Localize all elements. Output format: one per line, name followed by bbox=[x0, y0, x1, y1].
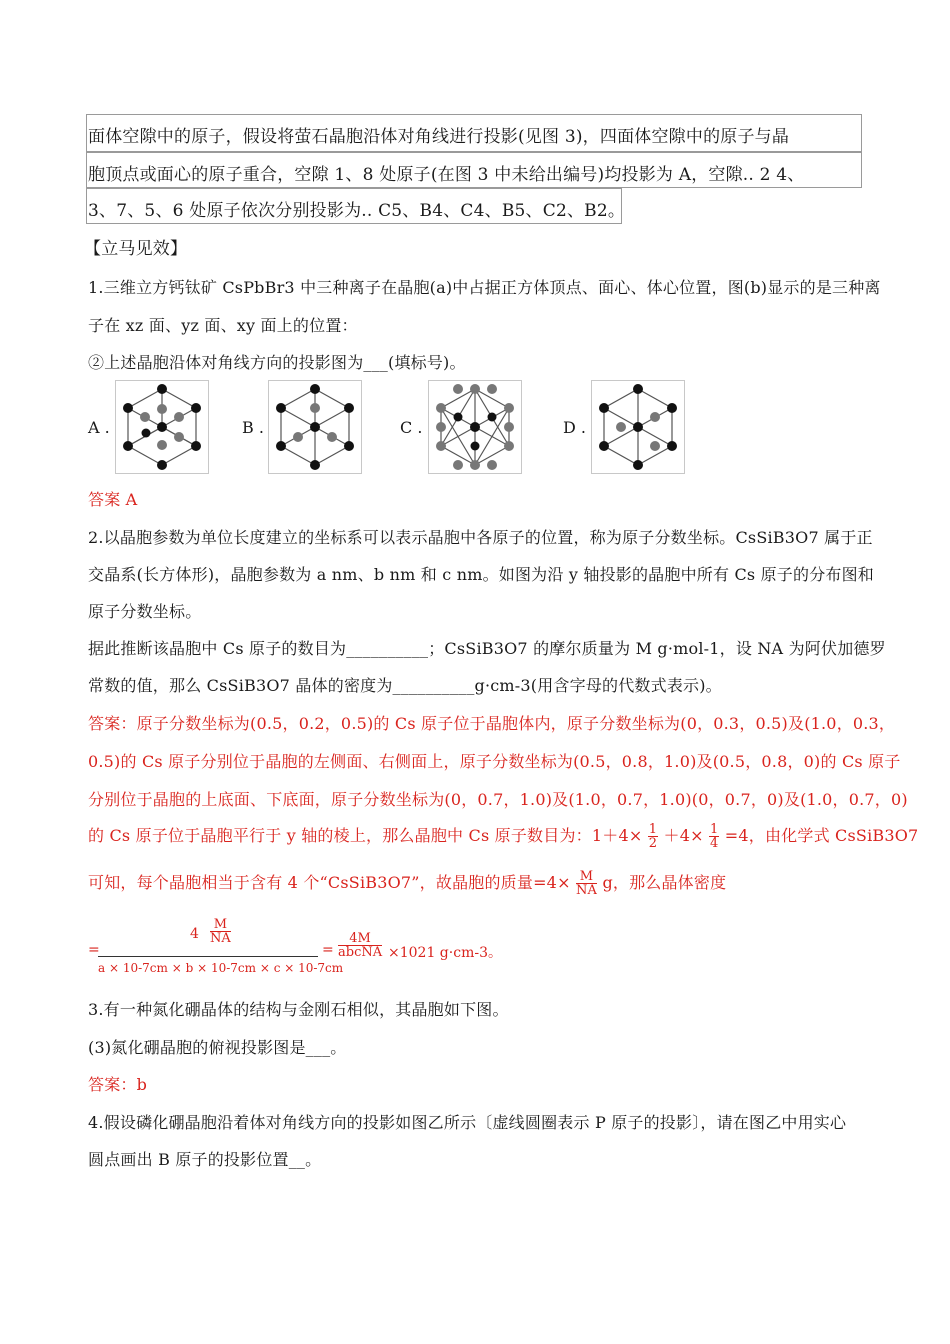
option-c-label: C . bbox=[400, 418, 423, 437]
density-formula bbox=[88, 918, 688, 988]
option-d-figure bbox=[591, 380, 685, 474]
q2-line-5: 常数的值，那么 CsSiB3O7 晶体的密度为__________g·cm-3(用含字母的代数式表示)。 bbox=[88, 676, 722, 695]
q1-line-2: 子在 xz 面、yz 面、xy 面上的位置： bbox=[88, 316, 358, 335]
density-num-row bbox=[98, 918, 318, 957]
density-result-den: abcNA bbox=[338, 945, 383, 960]
q1-line-3: ②上述晶胞沿体对角线方向的投影图为___(填标号)。 bbox=[88, 353, 466, 372]
q2-answer-4-part-c: =4，由化学式 CsSiB3O7 bbox=[724, 826, 919, 845]
q2-line-1: 2.以晶胞参数为单位长度建立的坐标系可以表示晶胞中各原子的位置，称为原子分数坐标。CsSiB3O7 属于正 bbox=[88, 528, 873, 547]
fraction-half-num: 1 bbox=[648, 822, 658, 837]
q2-answer-4 bbox=[88, 823, 918, 850]
density-result-fraction bbox=[338, 932, 382, 959]
q3-line-2: (3)氮化硼晶胞的俯视投影图是___。 bbox=[88, 1038, 347, 1057]
q3-answer: 答案：b bbox=[88, 1075, 148, 1094]
density-tail: ×1021 g·cm-3。 bbox=[388, 945, 502, 961]
fraction-quarter bbox=[709, 823, 719, 850]
q2-answer-3: 分别位于晶胞的上底面、下底面，原子分数坐标为(0，0.7，1.0)及(1.0，0.7，1.0)(0，0.7，0)及(1.0，0.7，0) bbox=[88, 790, 908, 809]
boxed-line-2: 胞顶点或面心的原子重合，空隙 1、8 处原子(在图 3 中未给出编号)均投影为 A，空隙.. 2 4、 bbox=[88, 165, 805, 185]
boxed-line-3: 3、7、5、6 处原子依次分别投影为.. C5、B4、C4、B5、C2、B2。 bbox=[88, 201, 626, 221]
density-result-num: 4M bbox=[338, 932, 382, 946]
section-title: 【立马见效】 bbox=[84, 239, 188, 259]
q2-answer-5-part-a: 可知，每个晶胞相当于含有 4 个“CsSiB3O7”，故晶胞的质量=4× bbox=[88, 873, 571, 892]
density-num: 4 bbox=[190, 926, 199, 942]
density-num-fraction bbox=[210, 918, 231, 945]
fraction-half bbox=[648, 823, 658, 850]
density-eq: = bbox=[88, 942, 100, 958]
q1-answer: 答案 A bbox=[88, 490, 138, 509]
q2-answer-4-part-b: ＋4× bbox=[663, 826, 704, 845]
q1-line-1: 1.三维立方钙钛矿 CsPbBr3 中三种离子在晶胞(a)中占据正方体顶点、面心、体心位置，图(b)显示的是三种离 bbox=[88, 278, 881, 297]
q3-line-1: 3.有一种氮化硼晶体的结构与金刚石相似，其晶胞如下图。 bbox=[88, 1000, 509, 1019]
option-b-figure bbox=[268, 380, 362, 474]
option-a-label: A . bbox=[88, 418, 110, 437]
fraction-quarter-num: 1 bbox=[710, 822, 719, 837]
q2-answer-5 bbox=[88, 870, 726, 897]
density-den: a × 10-7cm × b × 10-7cm × c × 10-7cm bbox=[98, 961, 344, 975]
fraction-m: M bbox=[576, 870, 597, 884]
q4-line-2: 圆点画出 B 原子的投影位置__。 bbox=[88, 1150, 322, 1169]
q2-line-3: 原子分数坐标。 bbox=[88, 602, 202, 621]
option-a-figure bbox=[115, 380, 209, 474]
q2-answer-5-part-b: g，那么晶体密度 bbox=[602, 873, 727, 892]
boxed-line-1: 面体空隙中的原子，假设将萤石晶胞沿体对角线进行投影(见图 3)，四面体空隙中的原子与晶 bbox=[88, 127, 790, 147]
q2-line-4: 据此推断该晶胞中 Cs 原子的数目为__________；CsSiB3O7 的摩尔质量为 M g·mol-1，设 NA 为阿伏加德罗 bbox=[88, 639, 886, 658]
q2-line-2: 交晶系(长方体形)，晶胞参数为 a nm、b nm 和 c nm。如图为沿 y 轴投影的晶胞中所有 Cs 原子的分布图和 bbox=[88, 565, 875, 584]
fraction-half-den: 2 bbox=[648, 836, 658, 851]
density-num-na: NA bbox=[210, 931, 231, 946]
fraction-quarter-den: 4 bbox=[710, 836, 719, 851]
fraction-m-over-na bbox=[576, 870, 597, 897]
density-num-m: M bbox=[210, 918, 231, 932]
q4-line-1: 4.假设磷化硼晶胞沿着体对角线方向的投影如图乙所示〔虚线圆圈表示 P 原子的投影〕，请在图乙中用实心 bbox=[88, 1113, 847, 1132]
q2-answer-4-part-a: 的 Cs 原子位于晶胞平行于 y 轴的棱上，那么晶胞中 Cs 原子数目为：1＋4× bbox=[88, 826, 643, 845]
option-d-label: D . bbox=[563, 418, 586, 437]
option-b-label: B . bbox=[242, 418, 264, 437]
q2-answer-1: 答案：原子分数坐标为(0.5，0.2，0.5)的 Cs 原子位于晶胞体内，原子分数坐标为(0，0.3，0.5)及(1.0，0.3， bbox=[88, 714, 896, 733]
option-c-figure bbox=[428, 380, 522, 474]
density-eq2: = bbox=[322, 942, 334, 958]
density-main-fraction bbox=[98, 917, 344, 975]
fraction-na: NA bbox=[575, 883, 598, 898]
q2-answer-2: 0.5)的 Cs 原子分别位于晶胞的左侧面、右侧面上，原子分数坐标为(0.5，0.8，1.0)及(0.5，0.8，0)的 Cs 原子 bbox=[88, 752, 901, 771]
